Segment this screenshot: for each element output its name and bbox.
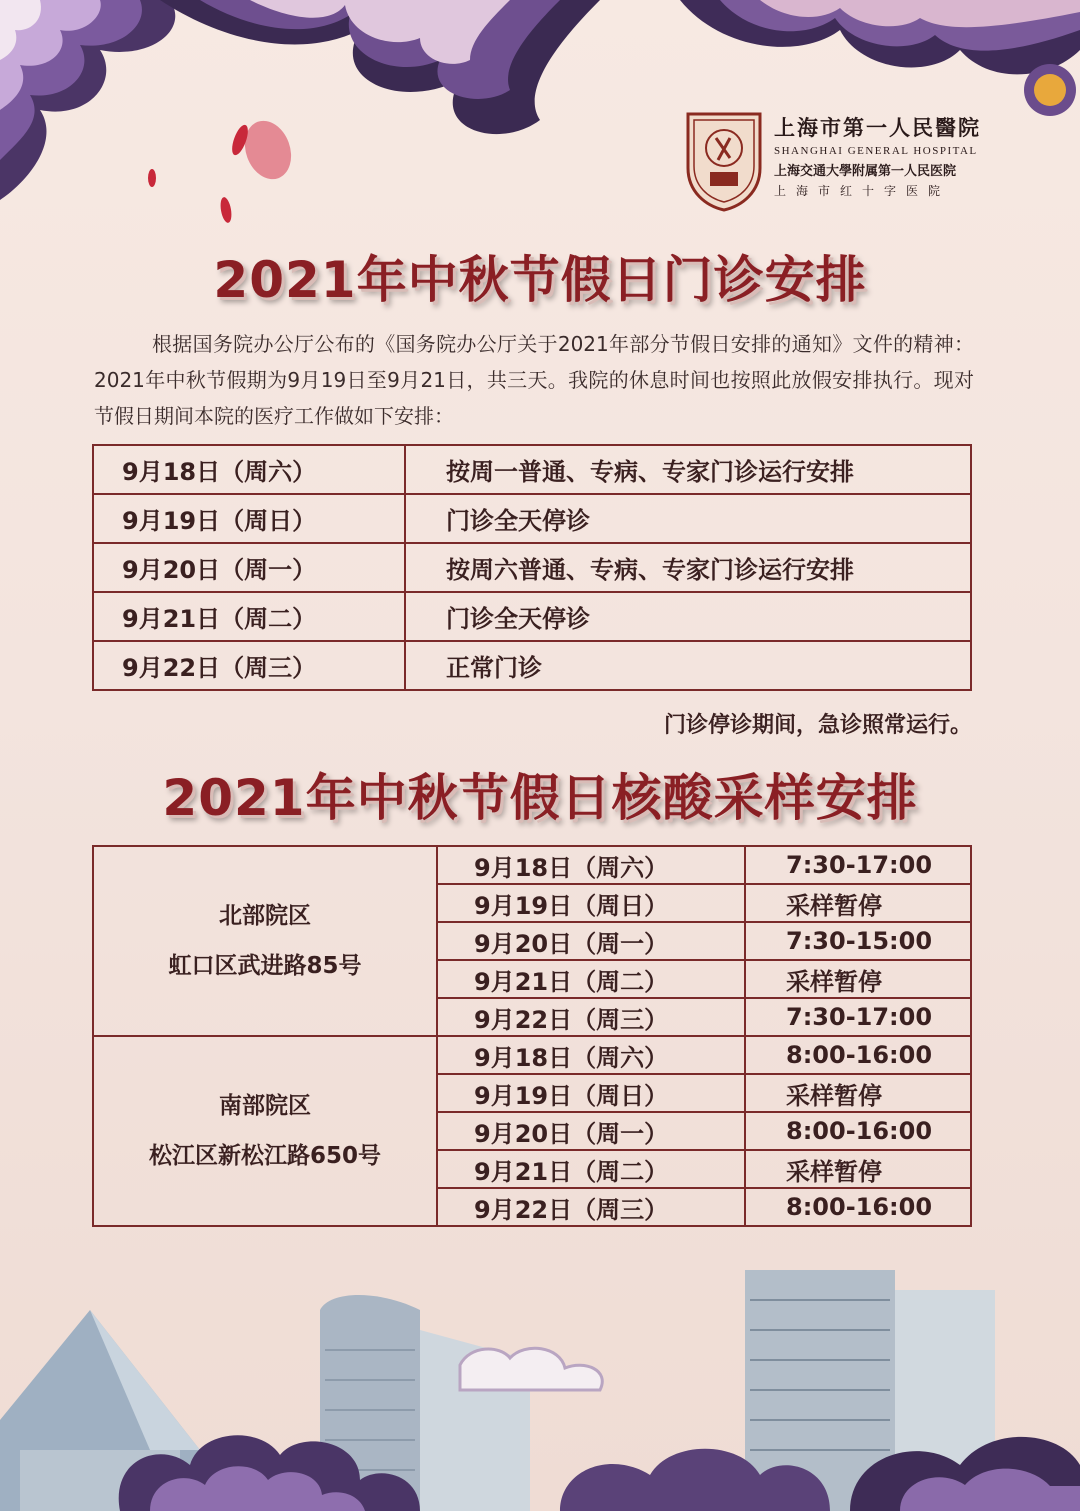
campus-cell — [93, 1036, 437, 1226]
sampling-schedule-table — [92, 845, 972, 1227]
schedule-row — [93, 641, 971, 690]
campus-name: 北部院区 — [219, 903, 311, 929]
schedule-row — [93, 445, 971, 494]
hospital-name-cn: 上海市第一人民醫院 — [774, 115, 981, 140]
schedule-arrangement: 门诊全天停诊 — [405, 592, 971, 641]
sampling-time: 8:00-16:00 — [745, 1188, 971, 1226]
sampling-time: 采样暂停 — [745, 1074, 971, 1112]
intro-paragraph: 根据国务院办公厅公布的《国务院办公厅关于2021年部分节假日安排的通知》文件的精神：2021年中秋节假期为9月19日至9月21日，共三天。我院的休息时间也按照此放假安排执行。现对节假日期间本院的医疗工作做如下安排： — [94, 332, 974, 428]
campus-cell — [93, 846, 437, 1036]
sampling-time: 7:30-17:00 — [745, 846, 971, 884]
campus-address: 虹口区武进路85号 — [168, 953, 362, 979]
hospital-affiliation: 上海交通大學附属第一人民医院 — [774, 164, 957, 179]
sampling-date: 9月19日（周日） — [437, 884, 745, 922]
hospital-logo — [682, 108, 982, 218]
sampling-date: 9月20日（周一） — [437, 1112, 745, 1150]
sampling-time: 8:00-16:00 — [745, 1036, 971, 1074]
hospital-name-en: SHANGHAI GENERAL HOSPITAL — [774, 145, 978, 157]
cloud-swirl-right — [680, 0, 1080, 116]
sampling-row — [93, 846, 971, 884]
campus-address: 松江区新松江路650号 — [148, 1143, 381, 1169]
campus-name: 南部院区 — [219, 1093, 311, 1119]
sampling-row — [93, 1036, 971, 1074]
schedule-arrangement: 按周六普通、专病、专家门诊运行安排 — [405, 543, 971, 592]
hospital-red-cross-name: 上海市红十字医院 — [774, 184, 951, 198]
outpatient-schedule-table — [92, 444, 972, 691]
sampling-date: 9月20日（周一） — [437, 922, 745, 960]
schedule-row — [93, 592, 971, 641]
building-decoration-bottom — [0, 1250, 1080, 1511]
sampling-time: 采样暂停 — [745, 960, 971, 998]
schedule-date: 9月21日（周二） — [93, 592, 405, 641]
sampling-date: 9月18日（周六） — [437, 846, 745, 884]
sampling-time: 7:30-15:00 — [745, 922, 971, 960]
hospital-seal-icon — [682, 108, 766, 212]
petals — [148, 114, 299, 223]
sampling-time: 8:00-16:00 — [745, 1112, 971, 1150]
schedule-date: 9月22日（周三） — [93, 641, 405, 690]
sampling-date: 9月22日（周三） — [437, 998, 745, 1036]
schedule-row — [93, 543, 971, 592]
schedule-row — [93, 494, 971, 543]
sampling-date: 9月22日（周三） — [437, 1188, 745, 1226]
schedule-arrangement: 正常门诊 — [405, 641, 971, 690]
sampling-date: 9月18日（周六） — [437, 1036, 745, 1074]
schedule-date: 9月20日（周一） — [93, 543, 405, 592]
schedule-arrangement: 按周一普通、专病、专家门诊运行安排 — [405, 445, 971, 494]
cloud-swirl-left — [0, 0, 600, 200]
schedule-date: 9月18日（周六） — [93, 445, 405, 494]
sampling-time: 采样暂停 — [745, 884, 971, 922]
sampling-date: 9月19日（周日） — [437, 1074, 745, 1112]
emergency-note: 门诊停诊期间，急诊照常运行。 — [663, 713, 972, 738]
outpatient-title: 2021年中秋节假日门诊安排 — [213, 251, 867, 309]
sampling-time: 7:30-17:00 — [745, 998, 971, 1036]
schedule-arrangement: 门诊全天停诊 — [405, 494, 971, 543]
schedule-date: 9月19日（周日） — [93, 494, 405, 543]
sampling-date: 9月21日（周二） — [437, 960, 745, 998]
sampling-time: 采样暂停 — [745, 1150, 971, 1188]
sampling-date: 9月21日（周二） — [437, 1150, 745, 1188]
sampling-title: 2021年中秋节假日核酸采样安排 — [162, 769, 918, 827]
